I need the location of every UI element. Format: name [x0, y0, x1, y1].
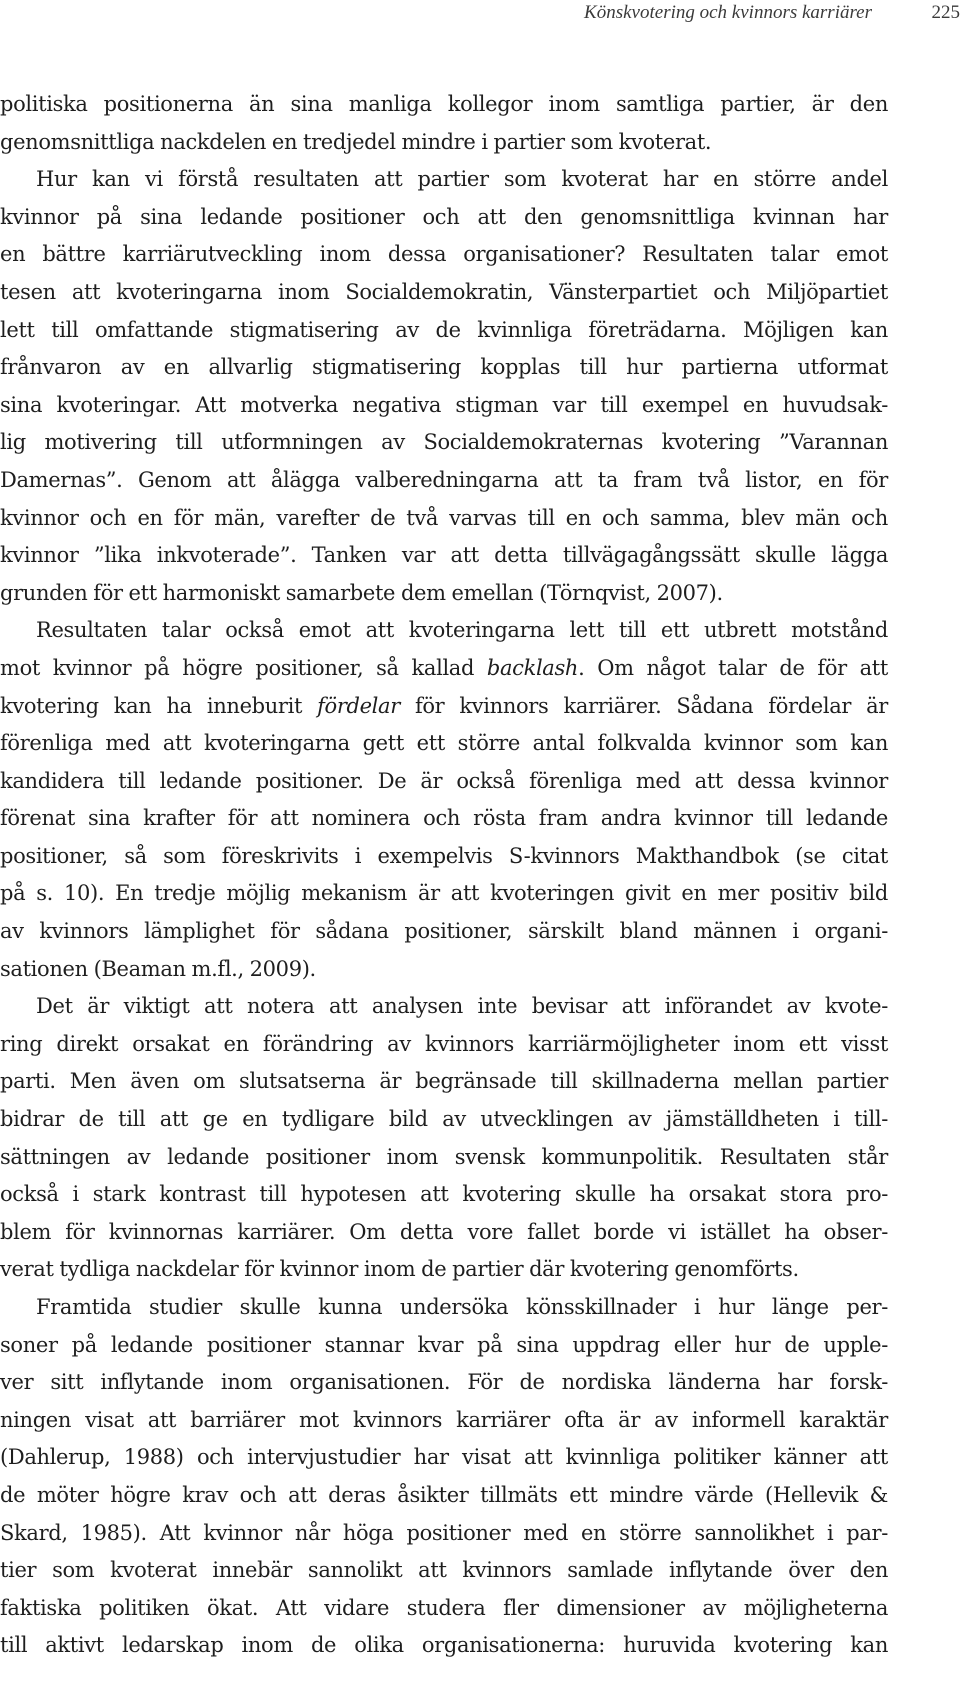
text-line: [0, 913, 888, 951]
text-segment: positioner, så som föreskrivits i exempelvis S-kvinnors Makthandbok (se citat: [0, 843, 888, 868]
text-line: en bättre karriärutveckling inom dessa organisationer? Resultaten talar emot: [0, 242, 888, 267]
text-segment: förenliga med att kvoteringarna gett ett större antal folkvalda kvinnor som kan: [0, 731, 888, 756]
text-line: ring direkt orsakat en förändring av kvinnors karriärmöjligheter inom ett visst: [0, 1031, 888, 1056]
page-number: 225: [931, 2, 960, 23]
text-segment: kvotering kan ha inneburit: [0, 693, 318, 718]
paragraph-1: [0, 86, 888, 161]
text-line: soner på ledande positioner stannar kvar på sina uppdrag eller hur de upple-: [0, 1332, 888, 1357]
text-line: sina kvoteringar. Att motverka negativa stigman var till exempel en huvudsak-: [0, 392, 888, 417]
text-line: [0, 650, 888, 688]
italic-term: backlash: [486, 655, 579, 680]
text-segment: av kvinnors lämplighet för sådana positioner, särskilt bland männen i organi-: [0, 919, 888, 944]
text-line: [0, 612, 888, 650]
text-line: parti. Men även om slutsatserna är begränsade till skillnaderna mellan partier: [0, 1069, 888, 1094]
text-line: också i stark kontrast till hypotesen att kvotering skulle ha orsakat stora pro-: [0, 1182, 888, 1207]
italic-term: fördelar: [317, 693, 400, 718]
text-segment: kandidera till ledande positioner. De är också förenliga med att dessa kvinnor: [0, 768, 888, 793]
body-text: [0, 86, 888, 1665]
text-line: kvinnor och en för män, varefter de två varvas till en och samma, blev män och: [0, 505, 888, 530]
text-segment: för kvinnors karriärer. Sådana fördelar är: [399, 693, 888, 718]
paragraph-5: [0, 1289, 888, 1665]
text-line: tier som kvoterat innebär sannolikt att kvinnors samlade inflytande över den: [0, 1558, 888, 1583]
text-line: Det är viktigt att notera att analysen inte bevisar att införandet av kvote-: [36, 994, 888, 1019]
text-line: (Dahlerup, 1988) och intervjustudier har visat att kvinnliga politiker känner att: [0, 1445, 888, 1470]
text-line: [0, 800, 888, 838]
paragraph-4: [0, 988, 888, 1289]
text-line: Skard, 1985). Att kvinnor når höga positioner med en större sannolikhet i par-: [0, 1520, 888, 1545]
text-segment: förenat sina krafter för att nominera och rösta fram andra kvinnor till ledande: [0, 806, 888, 831]
text-segment: . Om något talar de för att: [578, 655, 888, 680]
text-segment: mot kvinnor på högre positioner, så kallad: [0, 655, 487, 680]
text-segment: sationen (Beaman m.fl., 2009).: [0, 956, 316, 981]
text-line: [0, 838, 888, 876]
text-line: [0, 688, 888, 726]
text-line: tesen att kvoteringarna inom Socialdemokratin, Vänsterpartiet och Miljöpartiet: [0, 279, 888, 304]
text-line: Hur kan vi förstå resultaten att partier som kvoterat har en större andel: [36, 167, 888, 192]
text-line: ningen visat att barriärer mot kvinnors karriärer ofta är av informell karaktär: [0, 1407, 888, 1432]
paragraph-2: [0, 161, 888, 612]
text-line: [0, 725, 888, 763]
text-line: sättningen av ledande positioner inom svensk kommunpolitik. Resultaten står: [0, 1144, 888, 1169]
text-line: Damernas”. Genom att ålägga valberedningarna att ta fram två listor, en för: [0, 467, 888, 492]
text-line: frånvaron av en allvarlig stigmatisering kopplas till hur partierna utformat: [0, 355, 888, 380]
text-segment: på s. 10). En tredje möjlig mekanism är att kvoteringen givit en mer positiv bild: [0, 881, 888, 906]
running-title: Könskvotering och kvinnors karriärer: [584, 2, 872, 23]
paragraph-3: [0, 612, 888, 988]
text-line: faktiska politiken ökat. Att vidare studera fler dimensioner av möjligheterna: [0, 1595, 888, 1620]
text-line: [0, 763, 888, 801]
text-line: blem för kvinnornas karriärer. Om detta vore fallet borde vi istället ha obser-: [0, 1219, 888, 1244]
running-head: [0, 0, 960, 30]
text-line: bidrar de till att ge en tydligare bild av utvecklingen av jämställdheten i till-: [0, 1107, 888, 1132]
text-line: politiska positionerna än sina manliga kollegor inom samtliga partier, är den: [0, 92, 888, 116]
text-line: verat tydliga nackdelar för kvinnor inom de partier där kvotering genomförts.: [0, 1257, 799, 1282]
text-line: [0, 951, 888, 989]
text-line: kvinnor ”lika inkvoterade”. Tanken var att detta tillvägagångssätt skulle lägga: [0, 543, 888, 568]
text-line: lig motivering till utformningen av Socialdemokraternas kvotering ”Varannan: [0, 430, 888, 455]
text-line: [0, 875, 888, 913]
text-line: ver sitt inflytande inom organisationen. För de nordiska länderna har forsk-: [0, 1370, 888, 1395]
text-line: lett till omfattande stigmatisering av de kvinnliga företrädarna. Möjligen kan: [0, 317, 888, 342]
text-segment: Resultaten talar också emot att kvoteringarna lett till ett utbrett motstånd: [36, 618, 888, 643]
text-line: Framtida studier skulle kunna undersöka könsskillnader i hur länge per-: [36, 1295, 888, 1319]
text-line: kvinnor på sina ledande positioner och att den genomsnittliga kvinnan har: [0, 204, 888, 229]
text-line: till aktivt ledarskap inom de olika organisationerna: huruvida kvotering kan: [0, 1633, 888, 1658]
text-line: de möter högre krav och att deras åsikter tillmäts ett mindre värde (Hellevik &: [0, 1482, 888, 1507]
text-line: genomsnittliga nackdelen en tredjedel mindre i partier som kvoterat.: [0, 129, 712, 154]
text-line: grunden för ett harmoniskt samarbete dem emellan (Törnqvist, 2007).: [0, 580, 723, 605]
